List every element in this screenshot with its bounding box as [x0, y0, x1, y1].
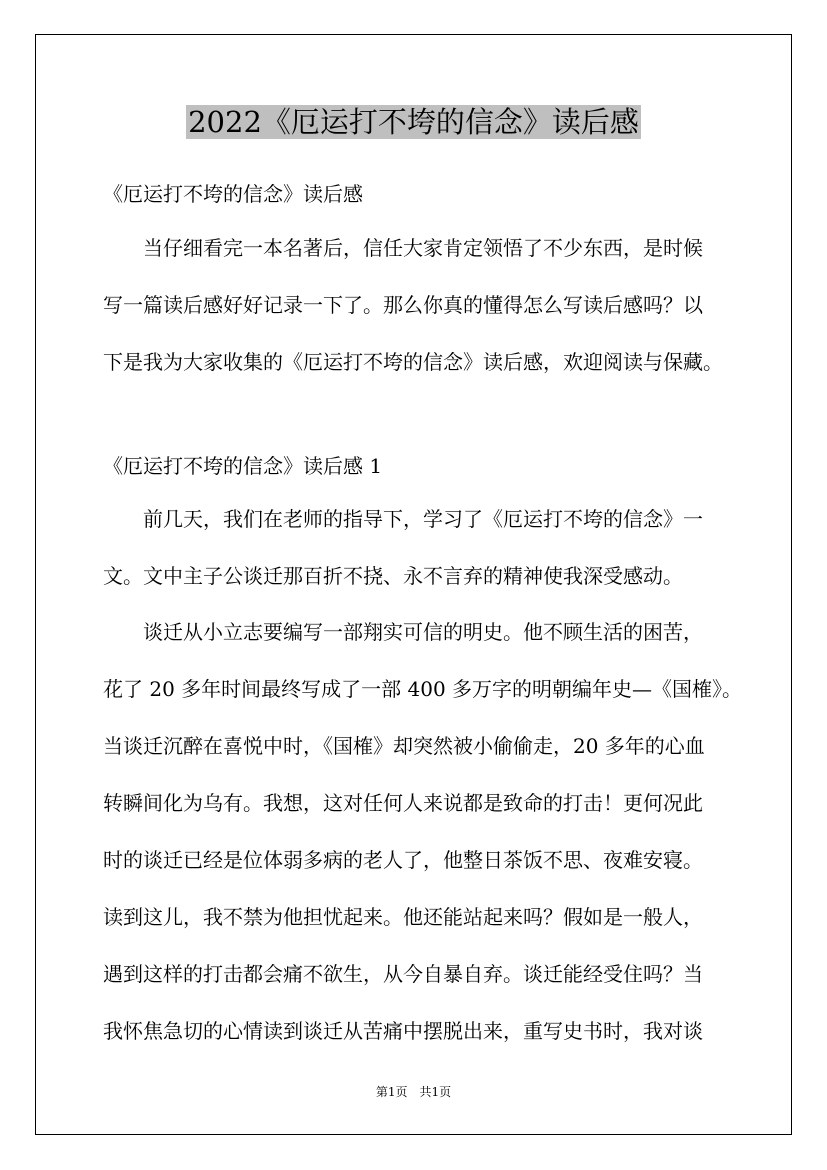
page-footer: 第1页 共1页	[375, 1085, 452, 1099]
section-heading: 《厄运打不垮的信念》读后感 1	[103, 454, 383, 478]
paragraph-2	[103, 604, 743, 1060]
intro-paragraph	[103, 220, 743, 391]
intro-line: 下是我为大家收集的《厄运打不垮的信念》读后感，欢迎阅读与保藏。	[103, 350, 723, 374]
paragraph-line: 读到这儿，我不禁为他担忧起来。他还能站起来吗？假如是一般人，	[103, 905, 703, 929]
intro-line: 写一篇读后感好好记录一下了。那么你真的懂得怎么写读后感吗？以	[103, 293, 703, 317]
paragraph-line: 遇到这样的打击都会痛不欲生，从今自暴自弃。谈迁能经受住吗？当	[103, 962, 703, 986]
paragraph-line: 我怀焦急切的心情读到谈迁从苦痛中摆脱出来，重写史书时，我对谈	[103, 1019, 703, 1043]
paragraph-line: 时的谈迁已经是位体弱多病的老人了，他整日茶饭不思、夜难安寝。	[103, 848, 703, 872]
paragraph-line: 花了 20 多年时间最终写成了一部 400 多万字的明朝编年史—《国榷》。	[103, 677, 743, 701]
intro-line: 当仔细看完一本名著后，信任大家肯定领悟了不少东西，是时候	[103, 236, 703, 260]
document-title	[0, 98, 827, 146]
paragraph-line: 文。文中主子公谈迁那百折不挠、永不言弃的精神使我深受感动。	[103, 564, 683, 588]
paragraph-1	[103, 491, 743, 605]
paragraph-line: 当谈迁沉醉在喜悦中时，《国榷》却突然被小偷偷走，20 多年的心血	[103, 734, 705, 758]
paragraph-line: 谈迁从小立志要编写一部翔实可信的明史。他不顾生活的困苦，	[103, 620, 703, 644]
paragraph-line: 前几天，我们在老师的指导下，学习了《厄运打不垮的信念》一	[103, 507, 703, 531]
title-text: 2022《厄运打不垮的信念》读后感	[188, 105, 639, 139]
subtitle: 《厄运打不垮的信念》读后感	[103, 182, 363, 206]
paragraph-line: 转瞬间化为乌有。我想，这对任何人来说都是致命的打击！更何况此	[103, 791, 703, 815]
